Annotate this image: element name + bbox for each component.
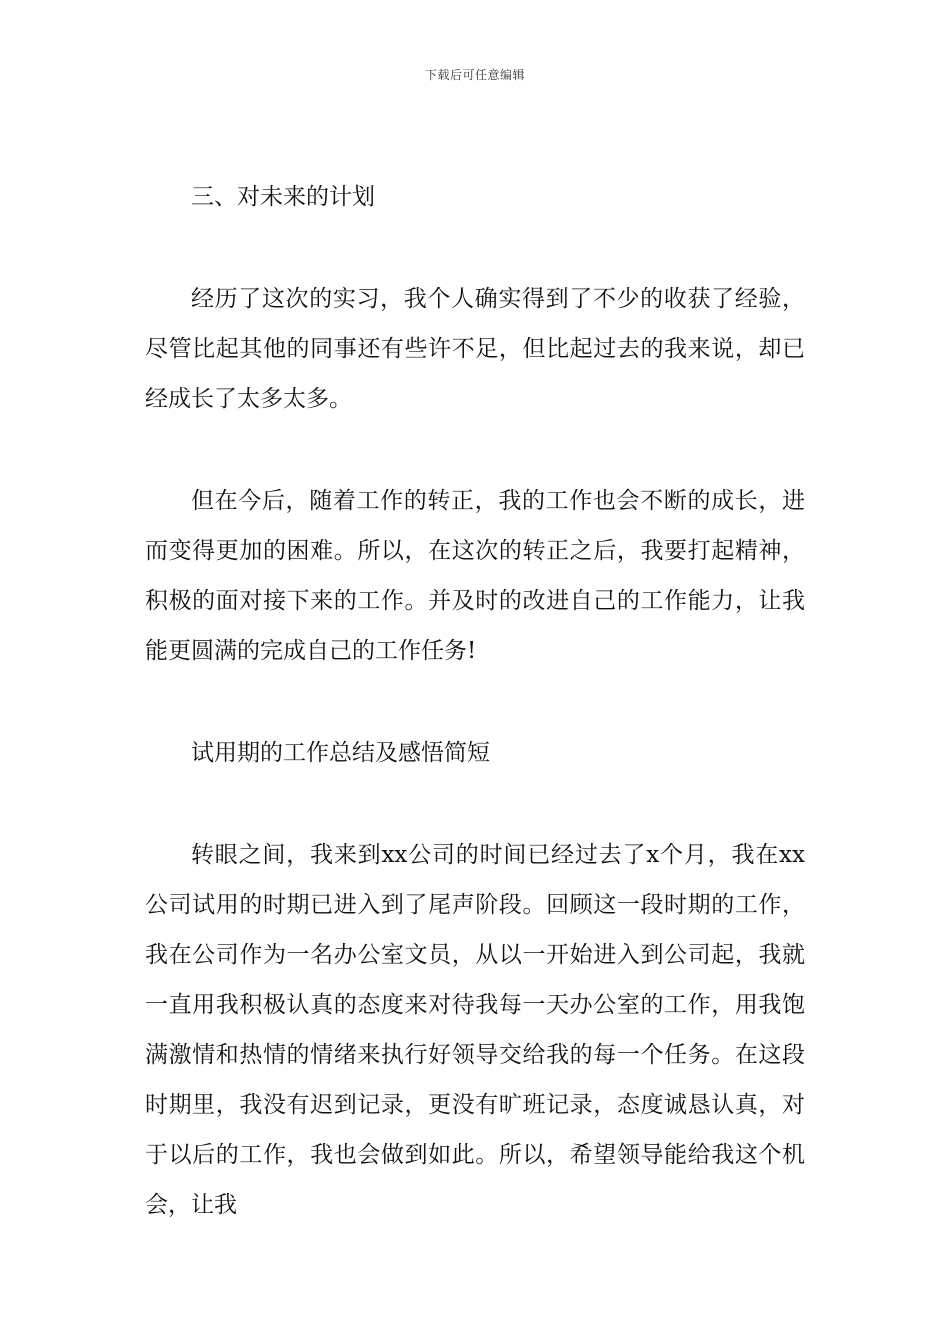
paragraph-1: 经历了这次的实习，我个人确实得到了不少的收获了经验，尽管比起其他的同事还有些许不足，但比起过去的我来说，却已经成长了太多太多。 [145,286,805,412]
section-heading: 三、对未来的计划 [191,184,375,210]
article-title: 试用期的工作总结及感悟简短 [191,740,490,766]
spacer [145,222,805,274]
paragraph-2: 但在今后，随着工作的转正，我的工作也会不断的成长，进而变得更加的困难。所以，在这次的转正之后，我要打起精神，积极的面对接下来的工作。并及时的改进自己的工作能力，让我能更圆满的完成自己的工作任务! [145,488,805,664]
spacer [145,676,805,728]
header-note: 下载后可任意编辑 [424,68,525,82]
spacer [145,778,805,830]
paragraph-3: 转眼之间，我来到xx公司的时间已经过去了x个月，我在xx公司试用的时期已进入到了尾声阶段。回顾这一段时期的工作，我在公司作为一名办公室文员，从以一开始进入到公司起，我就一直用我积极认真的态度来对待我每一天办公室的工作，用我饱满激情和热情的情绪来执行好领导交给我的每一个任务。在这段时期里，我没有迟到记录，更没有旷班记录，态度诚恳认真，对于以后的工作，我也会做到如此。所以，希望领导能给我这个机会，让我 [145,842,805,1218]
document-body [145,172,805,1230]
spacer [145,424,805,476]
